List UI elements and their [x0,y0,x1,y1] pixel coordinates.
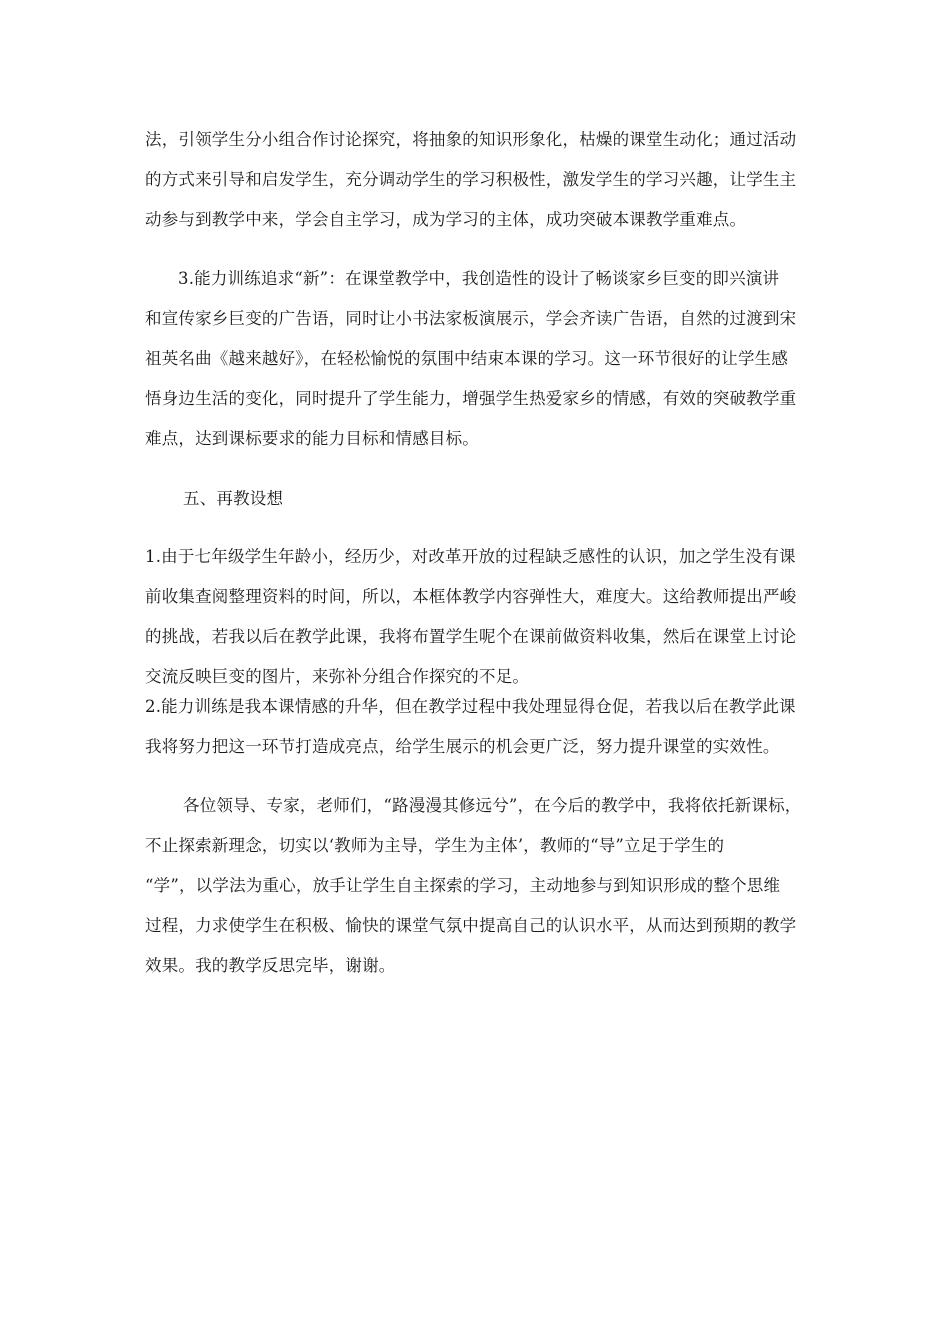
paragraph-line: 法，引领学生分小组合作讨论探究，将抽象的知识形象化，枯燥的课堂生动化；通过活动 [145,130,797,149]
paragraph-line: 祖英名曲《越来越好》，在轻松愉悦的氛围中结束本课的学习。这一环节很好的让学生感 [145,349,789,368]
list-item-line: 交流反映巨变的图片，来弥补分组合作探究的不足。 [145,667,530,686]
paragraph-line: 的方式来引导和启发学生，充分调动学生的学习积极性，激发学生的学习兴趣，让学生主 [145,170,797,189]
list-item-line: 我将努力把这一环节打造成亮点，给学生展示的机会更广泛，努力提升课堂的实效性。 [145,737,780,756]
paragraph-line: 过程，力求使学生在积极、愉快的课堂气氛中提高自己的认识水平，从而达到预期的教学 [145,916,797,935]
list-item-line: 的挑战，若我以后在教学此课，我将布置学生呢个在课前做资料收集，然后在课堂上讨论 [145,627,797,646]
list-item-line: 2.能力训练是我本课情感的升华，但在教学过程中我处理显得仓促，若我以后在教学此课 [145,697,796,716]
paragraph-line: 效果。我的教学反思完毕，谢谢。 [145,956,396,975]
paragraph-line: 3.能力训练追求“新”：在课堂教学中，我创造性的设计了畅谈家乡巨变的即兴演讲 [178,269,780,288]
paragraph-line: 悟身边生活的变化，同时提升了学生能力，增强学生热爱家乡的情感，有效的突破教学重 [145,389,797,408]
paragraph-line: “学”，以学法为重心，放手让学生自主探索的学习，主动地参与到知识形成的整个思维 [145,876,781,895]
paragraph-line: 和宣传家乡巨变的广告语，同时让小书法家板演展示，学会齐读广告语，自然的过渡到宋 [145,309,797,328]
list-item-line: 前收集查阅整理资料的时间，所以，本框体教学内容弹性大，难度大。这给教师提出严峻 [145,587,797,606]
paragraph-line: 难点，达到课标要求的能力目标和情感目标。 [145,429,479,448]
list-item-line: 1.由于七年级学生年龄小，经历少，对改革开放的过程缺乏感性的认识，加之学生没有课 [145,547,796,566]
paragraph-line: 动参与到教学中来，学会自主学习，成为学习的主体，成功突破本课教学重难点。 [145,210,747,229]
paragraph-line: 不止探索新理念，切实以‘教师为主导，学生为主体’，教师的“导”立足于学生的 [145,836,725,855]
paragraph-line: 各位领导、专家，老师们，“路漫漫其修远兮”，在今后的教学中，我将依托新课标， [183,796,802,815]
section-heading: 五、再教设想 [183,489,284,508]
